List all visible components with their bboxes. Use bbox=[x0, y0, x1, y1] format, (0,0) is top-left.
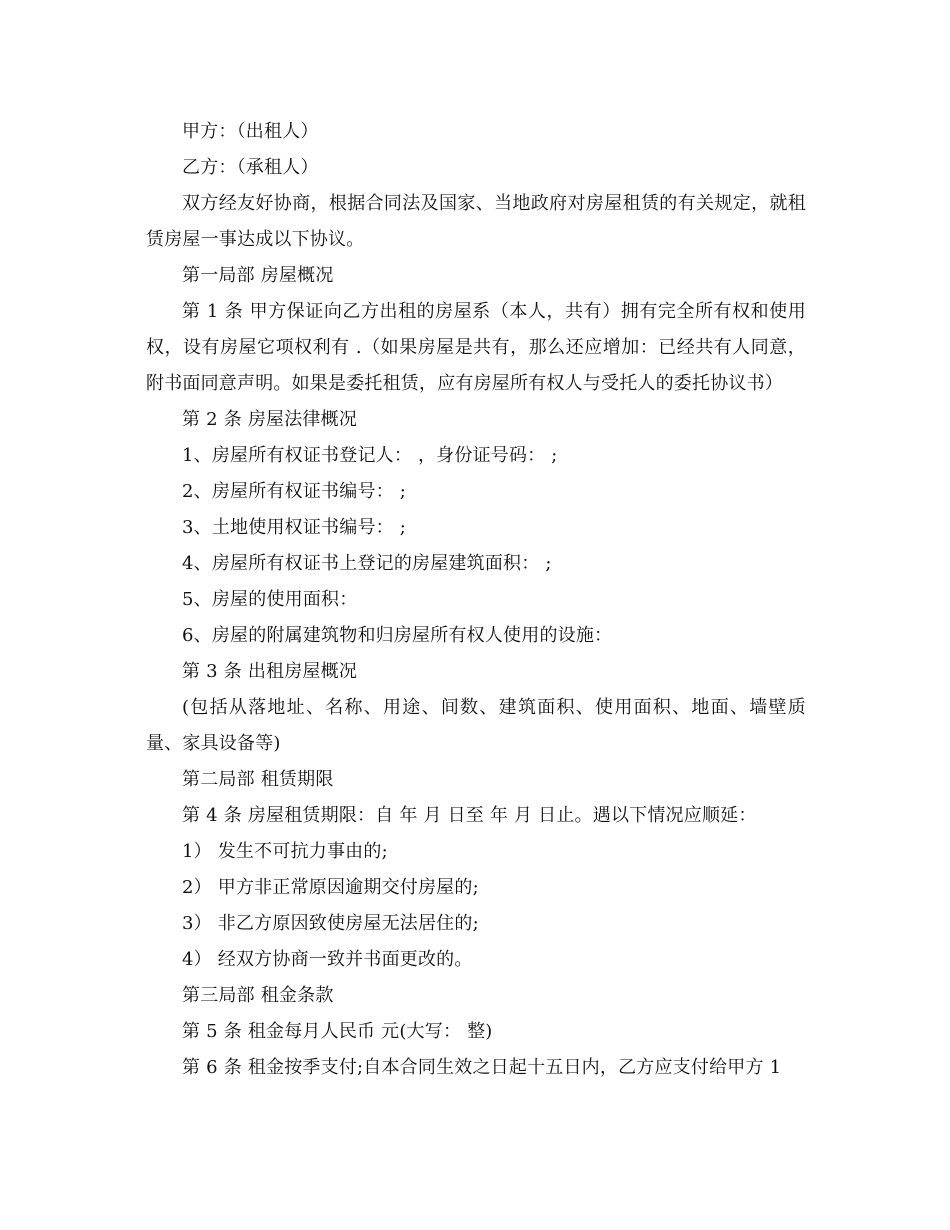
list-item: 4、房屋所有权证书上登记的房屋建筑面积： ; bbox=[182, 553, 552, 574]
list-item: 1、房屋所有权证书登记人： ，身份证号码： ; bbox=[182, 445, 558, 466]
article-heading: 第 2 条 房屋法律概况 bbox=[182, 409, 358, 430]
party-b-line: 乙方：（承租人） bbox=[182, 157, 319, 178]
list-item: 5、房屋的使用面积： bbox=[182, 589, 358, 610]
article-paragraph: 第 6 条 租金按季支付;自本合同生效之日起十五日内，乙方应支付给甲方 1 bbox=[182, 1057, 782, 1078]
intro-paragraph: 双方经友好协商，根据合同法及国家、当地政府对房屋租赁的有关规定，就租赁房屋一事达成以下协议。 bbox=[146, 193, 806, 250]
list-item: 4） 经双方协商一致并书面更改的。 bbox=[182, 949, 473, 970]
section-heading: 第二局部 租赁期限 bbox=[182, 769, 334, 790]
list-item: 2） 甲方非正常原因逾期交付房屋的; bbox=[182, 877, 479, 898]
list-item: 2、房屋所有权证书编号： ; bbox=[182, 481, 407, 502]
article-paragraph: 第 1 条 甲方保证向乙方出租的房屋系（本人，共有）拥有完全所有权和使用权，设有房屋它项权利有 .（如果房屋是共有，那么还应增加：已经共有人同意，附书面同意声明。如果是委托租赁，应有房屋所有权人与受托人的委托协议书） bbox=[146, 301, 806, 394]
article-paragraph: 第 5 条 租金每月人民币 元(大写： 整) bbox=[182, 1021, 493, 1042]
section-heading: 第一局部 房屋概况 bbox=[182, 265, 334, 286]
article-heading: 第 3 条 出租房屋概况 bbox=[182, 661, 358, 682]
list-item: 3） 非乙方原因致使房屋无法居住的; bbox=[182, 913, 479, 934]
article-paragraph: (包括从落地址、名称、用途、间数、建筑面积、使用面积、地面、墙壁质量、家具设备等) bbox=[146, 697, 806, 754]
party-a-line: 甲方：（出租人） bbox=[182, 121, 319, 142]
list-item: 6、房屋的附属建筑物和归房屋所有权人使用的设施： bbox=[182, 625, 613, 646]
document-body bbox=[146, 114, 806, 1086]
list-item: 1） 发生不可抗力事由的; bbox=[182, 841, 388, 862]
section-heading: 第三局部 租金条款 bbox=[182, 985, 334, 1006]
article-paragraph: 第 4 条 房屋租赁期限：自 年 月 日至 年 月 日止。遇以下情况应顺延： bbox=[182, 805, 757, 826]
list-item: 3、土地使用权证书编号： ; bbox=[182, 517, 407, 538]
